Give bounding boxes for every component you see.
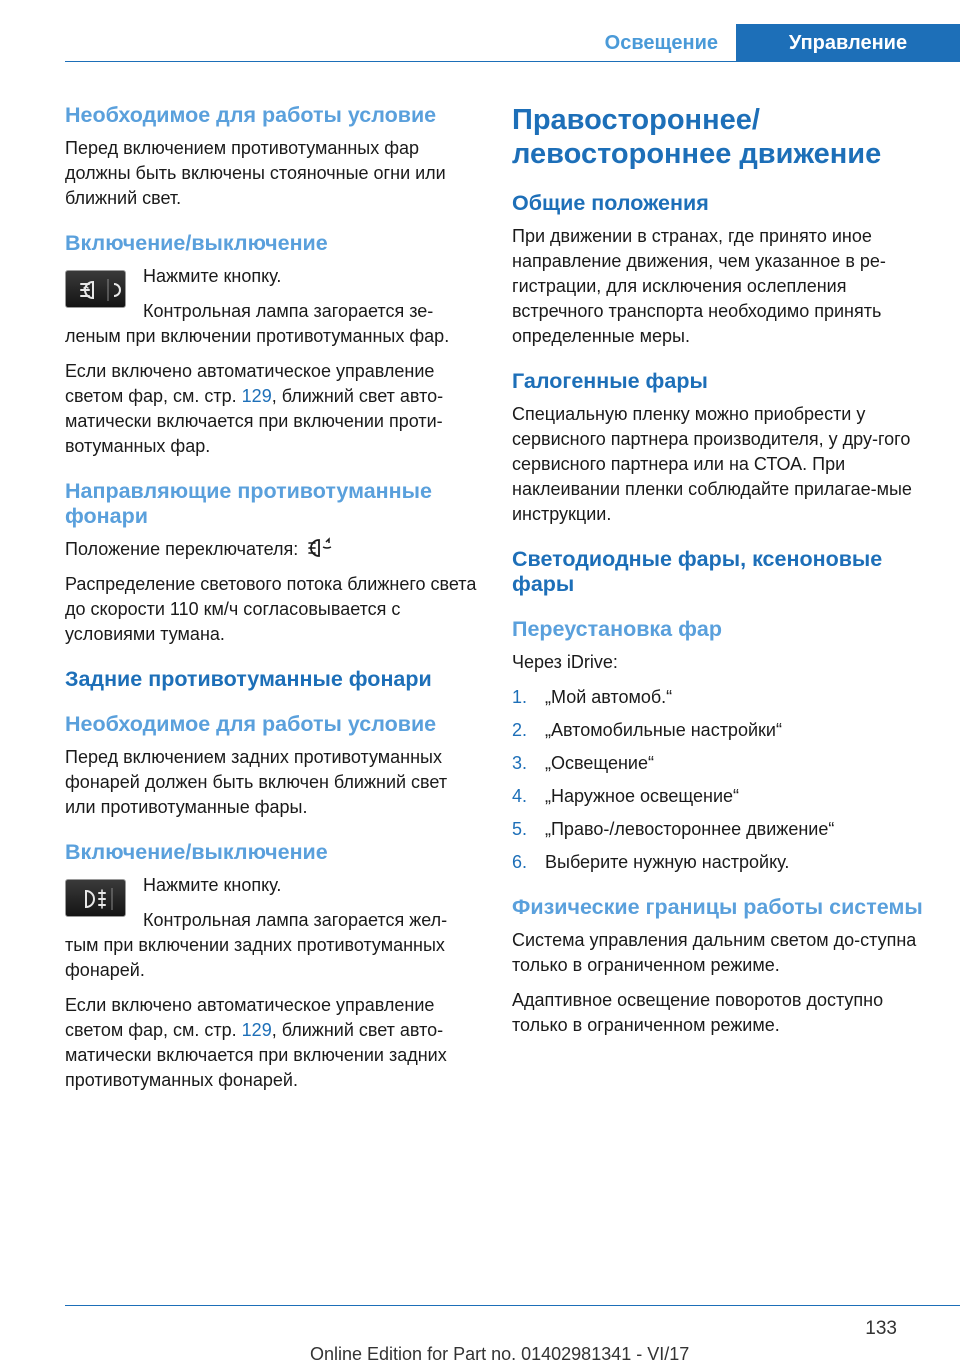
front-fog-light-button-icon: [65, 270, 126, 308]
section-heading: Задние противотуманные фонари: [65, 667, 432, 691]
section-heading: Галогенные фары: [512, 369, 708, 393]
right-column: [512, 103, 932, 1048]
paragraph: Положение переключателя:: [65, 537, 482, 562]
edition-footer: Online Edition for Part no. 01402981341 - VI/17: [310, 1344, 690, 1364]
paragraph: тым при включении задних противотуманных фонарей.: [65, 935, 445, 980]
paragraph: Нажмите кнопку.: [143, 875, 282, 895]
section-title: Включение/выключение: [65, 840, 328, 864]
paragraph: Специальную пленку можно приобрести у сервисного партнера производителя, у дру‐гого сервисного партнера или на СТОА. При наклеивании пленки соблюдайте прилагае‐мые инструкции.: [512, 404, 912, 524]
list-item: 6. Выберите нужную настройку.: [512, 852, 790, 872]
page-link-129[interactable]: 129: [241, 386, 272, 406]
rear-fog-light-instruction: [65, 873, 482, 983]
left-column: [65, 103, 482, 1103]
header-divider: [65, 61, 960, 62]
list-item: 3. „Освещение“: [512, 753, 654, 773]
page-link-129[interactable]: 129: [241, 1020, 272, 1040]
fog-light-instruction: [65, 264, 482, 349]
footer-divider: [65, 1305, 960, 1306]
paragraph: леным при включении противотуманных фар.: [65, 326, 450, 346]
tab-controls[interactable]: Управление: [736, 24, 960, 62]
paragraph: Контрольная лампа загорается жел‐: [143, 910, 448, 930]
fog-headlight-switch-icon: [307, 537, 333, 559]
list-item: 1. „Мой автомоб.“: [512, 687, 673, 707]
section-heading: Светодиодные фары, ксеноновые фары: [512, 547, 883, 596]
list-item: 2. „Автомобильные настройки“: [512, 720, 782, 740]
chapter-title: Правостороннее/ левостороннее движение: [512, 104, 882, 170]
paragraph: Перед включением задних противотуманных фонарей должен быть включен ближний свет или противотуманные фары.: [65, 747, 448, 817]
paragraph: Распределение светового потока ближнего света до скорости 110 км/ч согласовывается с условиями тумана.: [65, 574, 477, 644]
section-title: Переустановка фар: [512, 617, 723, 641]
section-title: Необходимое для работы условие: [65, 103, 437, 127]
paragraph: Через iDrive:: [512, 652, 618, 672]
rear-fog-light-button-icon: [65, 879, 126, 917]
paragraph: Перед включением противотуманных фар должны быть включены стояночные огни или ближний свет.: [65, 138, 446, 208]
paragraph: Если включено автоматическое управление светом фар, см. стр. 129, ближний свет авто‐матически включается при включении задних противотуманных фонарей.: [65, 995, 447, 1090]
paragraph: При движении в странах, где принято иное направление движения, чем указанное в ре‐гистрации, для исключения ослепления встречного транспорта необходимо принять определенные меры.: [512, 226, 886, 346]
section-heading: Общие положения: [512, 191, 709, 215]
section-title: Необходимое для работы условие: [65, 712, 437, 736]
list-item: 5. „Право-/левостороннее движение“: [512, 819, 835, 839]
paragraph: Если включено автоматическое управление светом фар, см. стр. 129, ближний свет авто‐матически включается при включении проти‐вотуманных фар.: [65, 361, 444, 456]
paragraph: Система управления дальним светом до‐ступна только в ограниченном режиме.: [512, 930, 917, 975]
paragraph: Контрольная лампа загорается зе‐: [143, 301, 434, 321]
paragraph: Нажмите кнопку.: [143, 266, 282, 286]
steps-list: [512, 685, 932, 875]
paragraph: Адаптивное освещение поворотов доступно только в ограниченном режиме.: [512, 990, 884, 1035]
section-title: Включение/выключение: [65, 231, 328, 255]
header-tabs: [587, 24, 960, 62]
page-number: 133: [865, 1318, 897, 1339]
tab-lighting[interactable]: Освещение: [604, 32, 718, 54]
list-item: 4. „Наружное освещение“: [512, 786, 740, 806]
section-title: Физические границы работы системы: [512, 895, 923, 919]
section-title: Направляющие противотуманные фонари: [65, 479, 432, 528]
